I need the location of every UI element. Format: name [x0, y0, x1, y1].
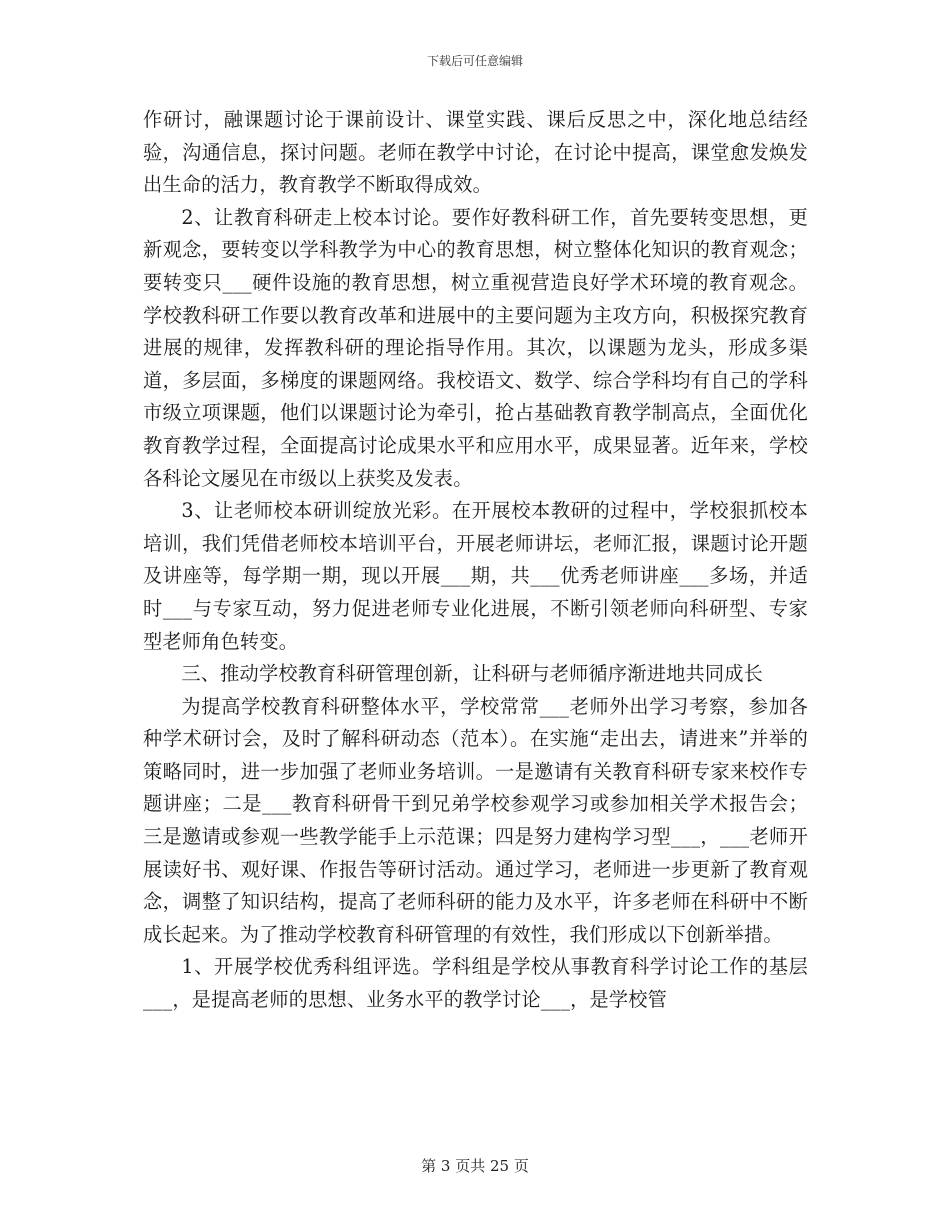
paragraph: 为提高学校教育科研整体水平，学校常常___老师外出学习考察，参加各种学术研讨会，及时了解科研动态（范本）。在实施“走出去，请进来”并举的策略同时，进一步加强了老师业务培训。一是邀请有关教育科研专家来校作专题讲座；二是___教育科研骨干到兄弟学校参观学习或参加相关学术报告会；三是邀请或参观一些教学能手上示范课；四是努力建构学习型___，___老师开展读好书、观好课、作报告等研讨活动。通过学习，老师进一步更新了教育观念，调整了知识结构，提高了老师科研的能力及水平，许多老师在科研中不断成长起来。为了推动学校教育科研管理的有效性，我们形成以下创新举措。	[143, 694, 808, 946]
paragraph: 作研讨，融课题讨论于课前设计、课堂实践、课后反思之中，深化地总结经验，沟通信息，探讨问题。老师在教学中讨论，在讨论中提高，课堂愈发焕发出生命的活力，教育教学不断取得成效。	[143, 108, 808, 197]
document-body	[143, 104, 808, 1017]
section-heading: 三、推动学校教育科研管理创新，让科研与老师循序渐进地共同成长	[181, 662, 764, 686]
paragraph: 3、让老师校本研训绽放光彩。在开展校本教研的过程中，学校狠抓校本培训，我们凭借老师校本培训平台，开展老师讲坛，老师汇报，课题讨论开题及讲座等，每学期一期，现以开展___期，共___优秀老师讲座___多场，并适时___与专家互动，努力促进老师专业化进展，不断引领老师向科研型、专家型老师角色转变。	[143, 499, 808, 653]
paragraph: 1、开展学校优秀科组评选。学科组是学校从事教育科学讨论工作的基层___，是提高老师的思想、业务水平的教学讨论___，是学校管	[143, 955, 808, 1012]
page-number-footer: 第 3 页共 25 页	[421, 1157, 529, 1175]
paragraph: 2、让教育科研走上校本讨论。要作好教科研工作，首先要转变思想，更新观念，要转变以学科教学为中心的教育思想，树立整体化知识的教育观念；要转变只___硬件设施的教育思想，树立重视营造良好学术环境的教育观念。学校教科研工作要以教育改革和进展中的主要问题为主攻方向，积极探究教育进展的规律，发挥教科研的理论指导作用。其次，以课题为龙头，形成多渠道，多层面，多梯度的课题网络。我校语文、数学、综合学科均有自己的学科市级立项课题，他们以课题讨论为牵引，抢占基础教育教学制高点，全面优化教育教学过程，全面提高讨论成果水平和应用水平，成果显著。近年来，学校各科论文屡见在市级以上获奖及发表。	[143, 205, 808, 490]
page-header: 下载后可任意编辑	[426, 54, 523, 68]
